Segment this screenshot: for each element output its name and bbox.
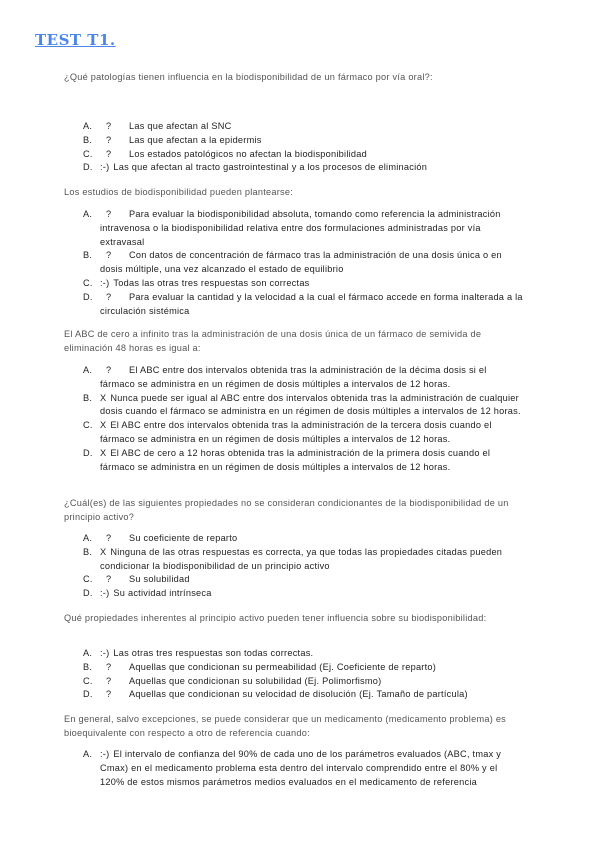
answer-option (83, 748, 523, 789)
answer-option (83, 419, 523, 447)
options-2 (83, 208, 523, 318)
option-text: El intervalo de confianza del 90% de cada uno de los parámetros evaluados (ABC, tmax y Cmax) en el medicamento problema esta dentro del intervalo comprendido entre el 80% y el 120% de estos mismos parámetros medios evaluados en el medicamento de referencia (100, 749, 502, 787)
option-text: Con datos de concentración de fármaco tras la administración de una dosis única o en dosis múltiple, una vez alcanzado el estado de equilibrio (100, 250, 502, 275)
option-text: El ABC de cero a 12 horas obtenida tras la administración de la primera dosis cuando el fármaco se administra en un régimen de dosis múltiples a intervalos de 12 horas. (100, 447, 491, 472)
option-text: Las que afectan a la epidermis (129, 134, 262, 145)
option-letter: A. (83, 533, 93, 543)
unanswered-mark-icon: ? (106, 689, 112, 700)
option-text: Su actividad intrínseca (113, 588, 212, 599)
answer-option (83, 120, 523, 134)
unanswered-mark-icon: ? (106, 661, 112, 672)
answer-option (83, 249, 523, 277)
answer-option (83, 688, 523, 702)
option-text: Las otras tres respuestas son todas correctas. (113, 648, 314, 658)
option-text: Aquellas que condicionan su velocidad de disolución (Ej. Tamaño de partícula) (129, 689, 468, 700)
answer-option (83, 447, 523, 475)
option-letter: B. (83, 250, 93, 261)
unanswered-mark-icon: ? (106, 365, 112, 375)
option-letter: A. (83, 749, 93, 759)
option-letter: C. (83, 574, 93, 585)
unanswered-mark-icon: ? (106, 675, 112, 686)
answer-option (83, 587, 523, 601)
wrong-mark-icon: X (100, 420, 107, 431)
option-letter: D. (83, 291, 93, 302)
option-text: Nunca puede ser igual al ABC entre dos intervalos obtenida tras la administración de cualquier dosis cuando el fármaco se administra en un régimen de dosis múltiples a intervalos de 12 horas. (100, 392, 521, 417)
answer-option (83, 134, 523, 148)
option-letter: C. (83, 675, 93, 686)
option-letter: D. (83, 689, 93, 700)
options-4 (83, 532, 523, 601)
answer-option (83, 675, 523, 689)
option-letter: C. (83, 148, 93, 159)
option-text: Los estados patológicos no afectan la biodisponibilidad (129, 148, 367, 159)
answer-option (83, 532, 523, 546)
correct-mark-icon: :-) (100, 588, 110, 599)
answer-option (83, 291, 523, 319)
unanswered-mark-icon: ? (106, 209, 112, 219)
option-letter: C. (83, 277, 93, 288)
option-letter: B. (83, 134, 93, 145)
wrong-mark-icon: X (100, 392, 107, 403)
unanswered-mark-icon: ? (106, 121, 112, 131)
option-letter: A. (83, 121, 93, 131)
answer-option (83, 148, 523, 162)
question-4: ¿Cuál(es) de las siguientes propiedades no se consideran condicionantes de la biodisponibilidad de un principio activo? (64, 498, 509, 522)
option-letter: B. (83, 392, 93, 403)
option-text: Su coeficiente de reparto (129, 533, 238, 543)
option-text: El ABC entre dos intervalos obtenida tras la administración de la tercera dosis cuando el fármaco se administra en un régimen de dosis múltiples a intervalos de 12 horas. (100, 420, 492, 444)
option-text: El ABC entre dos intervalos obtenida tras la administración de la décima dosis si el fármaco se administra en un régimen de dosis múltiples a intervalos de 12 horas. (100, 365, 487, 389)
unanswered-mark-icon: ? (106, 250, 112, 261)
option-text: Las que afectan al SNC (129, 121, 232, 131)
answer-option (83, 661, 523, 675)
wrong-mark-icon: X (100, 447, 107, 458)
question-6: En general, salvo excepciones, se puede considerar que un medicamento (medicamento problema) es bioequivalente con respecto a otro de referencia cuando: (64, 714, 507, 738)
answer-option (83, 277, 523, 291)
option-letter: B. (83, 661, 93, 672)
answer-option (83, 392, 523, 420)
document-title: TEST T1. (35, 31, 116, 49)
option-letter: A. (83, 365, 93, 375)
options-5 (83, 647, 523, 702)
answer-option (83, 546, 523, 574)
option-text: Todas las otras tres respuestas son correctas (113, 277, 310, 288)
question-5: Qué propiedades inherentes al principio activo pueden tener influencia sobre su biodisponibilidad: (64, 613, 487, 623)
answer-option (83, 573, 523, 587)
option-text: Ninguna de las otras respuestas es correcta, ya que todas las propiedades citadas pueden condicionar la biodisponibilidad de un principio activo (100, 546, 503, 571)
option-text: Su solubilidad (129, 574, 190, 585)
option-text: Para evaluar la cantidad y la velocidad a la cual el fármaco accede en forma inalterada a la circulación sistémica (100, 291, 523, 316)
wrong-mark-icon: X (100, 546, 107, 557)
options-1 (83, 120, 523, 175)
correct-mark-icon: :-) (100, 648, 110, 658)
option-letter: B. (83, 546, 93, 557)
option-letter: D. (83, 447, 93, 458)
options-3 (83, 364, 523, 474)
question-3: El ABC de cero a infinito tras la administración de una dosis única de un fármaco de semivida de eliminación 48 horas es igual a: (64, 329, 482, 353)
question-1: ¿Qué patologías tienen influencia en la biodisponibilidad de un fármaco por vía oral?: (64, 72, 433, 82)
unanswered-mark-icon: ? (106, 533, 112, 543)
option-text: Las que afectan al tracto gastrointestinal y a los procesos de eliminación (113, 162, 428, 173)
question-2: Los estudios de biodisponibilidad pueden plantearse: (64, 187, 294, 197)
correct-mark-icon: :-) (100, 277, 110, 288)
option-letter: C. (83, 420, 93, 431)
option-letter: D. (83, 588, 93, 599)
correct-mark-icon: :-) (100, 749, 110, 759)
options-6 (83, 748, 523, 789)
unanswered-mark-icon: ? (106, 134, 112, 145)
answer-option (83, 364, 523, 392)
option-letter: A. (83, 648, 93, 658)
option-letter: D. (83, 162, 93, 173)
option-text: Para evaluar la biodisponibilidad absoluta, tomando como referencia la administración intravenosa o la biodisponibilidad relativa entre dos formulaciones administradas por vía extravasal (100, 209, 501, 247)
unanswered-mark-icon: ? (106, 291, 112, 302)
unanswered-mark-icon: ? (106, 148, 112, 159)
answer-option (83, 647, 523, 661)
correct-mark-icon: :-) (100, 162, 110, 173)
option-text: Aquellas que condicionan su solubilidad (Ej. Polimorfismo) (129, 675, 382, 686)
answer-option (83, 208, 523, 249)
unanswered-mark-icon: ? (106, 574, 112, 585)
option-letter: A. (83, 209, 93, 219)
option-text: Aquellas que condicionan su permeabilidad (Ej. Coeficiente de reparto) (129, 661, 437, 672)
answer-option (83, 161, 523, 175)
